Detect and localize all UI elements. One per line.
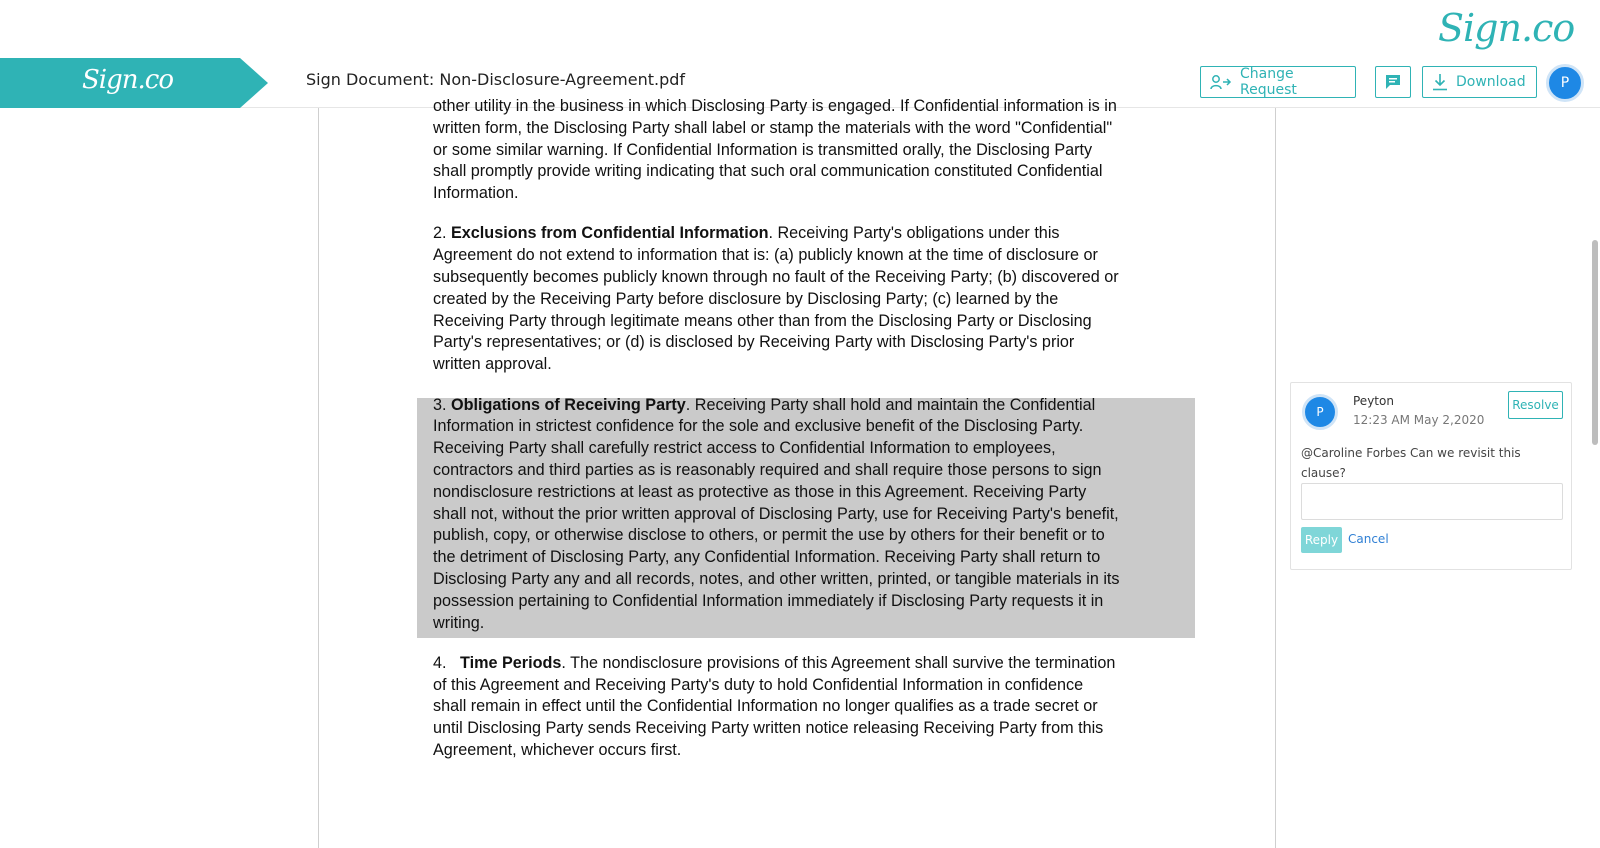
resolve-button[interactable]: Resolve [1508, 391, 1563, 419]
document-text [433, 96, 1169, 780]
document-title: Sign Document: Non-Disclosure-Agreement.pdf [306, 70, 686, 89]
doc-line: Receiving Party shall carefully restrict access to Confidential Information to employees, [433, 439, 1056, 458]
change-request-button[interactable] [1200, 66, 1356, 98]
doc-line: nondisclosure restrictions at least as protective as those in this Agreement. Receiving Party [433, 482, 1087, 501]
doc-line: subsequently becomes publicly known through no fault of the Receiving Party; (b) discovered or [433, 268, 1119, 287]
doc-line: Party's representatives; or (d) is disclosed by Receiving Party with Disclosing Party's prior [433, 333, 1075, 352]
doc-line: shall remain in effect until the Confidential Information no longer qualifies as a trade secret or [433, 697, 1098, 716]
comment-author: Peyton [1353, 394, 1394, 408]
section-2 [433, 223, 1169, 376]
doc-line: shall not, without the prior written approval of Disclosing Party, use for Receiving Party's benefit, [433, 504, 1119, 523]
doc-line: other utility in the business in which Disclosing Party is engaged. If Confidential information is in [433, 97, 1117, 115]
section-heading: Time Periods [460, 653, 562, 672]
section-heading: Obligations of Receiving Party [451, 395, 686, 414]
download-label: Download [1456, 74, 1526, 90]
user-arrow-icon [1210, 74, 1232, 90]
doc-line: Receiving Party through legitimate means other than from the Disclosing Party or Disclosing [433, 311, 1092, 330]
doc-line: Information. [433, 184, 519, 203]
vertical-scrollbar[interactable] [1592, 240, 1598, 445]
section-number: 4. [433, 653, 460, 672]
doc-line: Agreement, whichever occurs first. [433, 741, 682, 760]
chat-icon [1384, 73, 1402, 91]
section-3 [433, 395, 1169, 635]
doc-line: contractors and third parties as is reasonably required and shall require those persons to sign [433, 460, 1102, 479]
doc-line: writing. [433, 613, 485, 632]
comment-avatar: P [1302, 394, 1338, 430]
doc-line: shall promptly provide writing indicating that such oral communication constituted Confidential [433, 162, 1103, 181]
section-number: 2. [433, 224, 451, 243]
doc-line: created by the Receiving Party before disclosure by Disclosing Party; (c) learned by the [433, 289, 1059, 308]
comment-message: @Caroline Forbes Can we revisit this clause? [1301, 446, 1521, 480]
comment-timestamp: 12:23 AM May 2,2020 [1353, 413, 1485, 427]
doc-line-rest: . The nondisclosure provisions of this Agreement shall survive the termination [561, 653, 1116, 672]
brand-logo: Sign.co [82, 65, 173, 95]
doc-line: written approval. [433, 355, 552, 374]
doc-line: Disclosing Party any and all records, notes, and other written, printed, or tangible materials in its [433, 569, 1120, 588]
section-4-first-line [433, 653, 1169, 675]
cancel-link[interactable]: Cancel [1348, 532, 1389, 546]
doc-line: possession pertaining to Confidential Information immediately if Disclosing Party requests it in [433, 591, 1104, 610]
comment-card [1290, 382, 1572, 570]
reply-input[interactable] [1301, 483, 1563, 520]
doc-line: until Disclosing Party sends Receiving Party written notice releasing Receiving Party from this [433, 719, 1104, 738]
doc-line-rest: . Receiving Party's obligations under this [768, 224, 1060, 243]
doc-line: publish, copy, or otherwise disclose to others, or permit the use by others for their benefit or to [433, 526, 1105, 545]
sign-co-logo: Sign.co [1438, 6, 1575, 50]
section-2-first-line [433, 223, 1169, 245]
doc-line: written form, the Disclosing Party shall label or stamp the materials with the word "Confidential" [433, 118, 1113, 137]
document-page [318, 97, 1276, 848]
section-3-first-line [433, 395, 1169, 417]
change-request-label: Change Request [1240, 66, 1297, 98]
comments-button[interactable] [1375, 66, 1411, 98]
doc-line: of this Agreement and Receiving Party's duty to hold Confidential Information in confidence [433, 675, 1084, 694]
download-icon [1432, 73, 1448, 91]
section-number: 3. [433, 395, 451, 414]
section-heading: Exclusions from Confidential Information [451, 224, 769, 243]
doc-line: Information in strictest confidence for the sole and exclusive benefit of the Disclosing Party. [433, 417, 1084, 436]
brand-banner[interactable] [0, 58, 268, 108]
doc-line-rest: . Receiving Party shall hold and maintain the Confidential [685, 395, 1096, 414]
reply-button[interactable]: Reply [1301, 527, 1342, 553]
doc-line: the detriment of Disclosing Party, any Confidential Information. Receiving Party shall return to [433, 548, 1101, 567]
section-4 [433, 653, 1169, 762]
user-avatar[interactable]: P [1546, 64, 1584, 102]
section-1-tail [433, 96, 1169, 205]
doc-line: Agreement do not extend to information that is: (a) publicly known at the time of disclosure or [433, 246, 1098, 265]
download-button[interactable] [1422, 66, 1537, 98]
doc-line: or some similar warning. If Confidential Information is transmitted orally, the Disclosing Party [433, 140, 1093, 159]
